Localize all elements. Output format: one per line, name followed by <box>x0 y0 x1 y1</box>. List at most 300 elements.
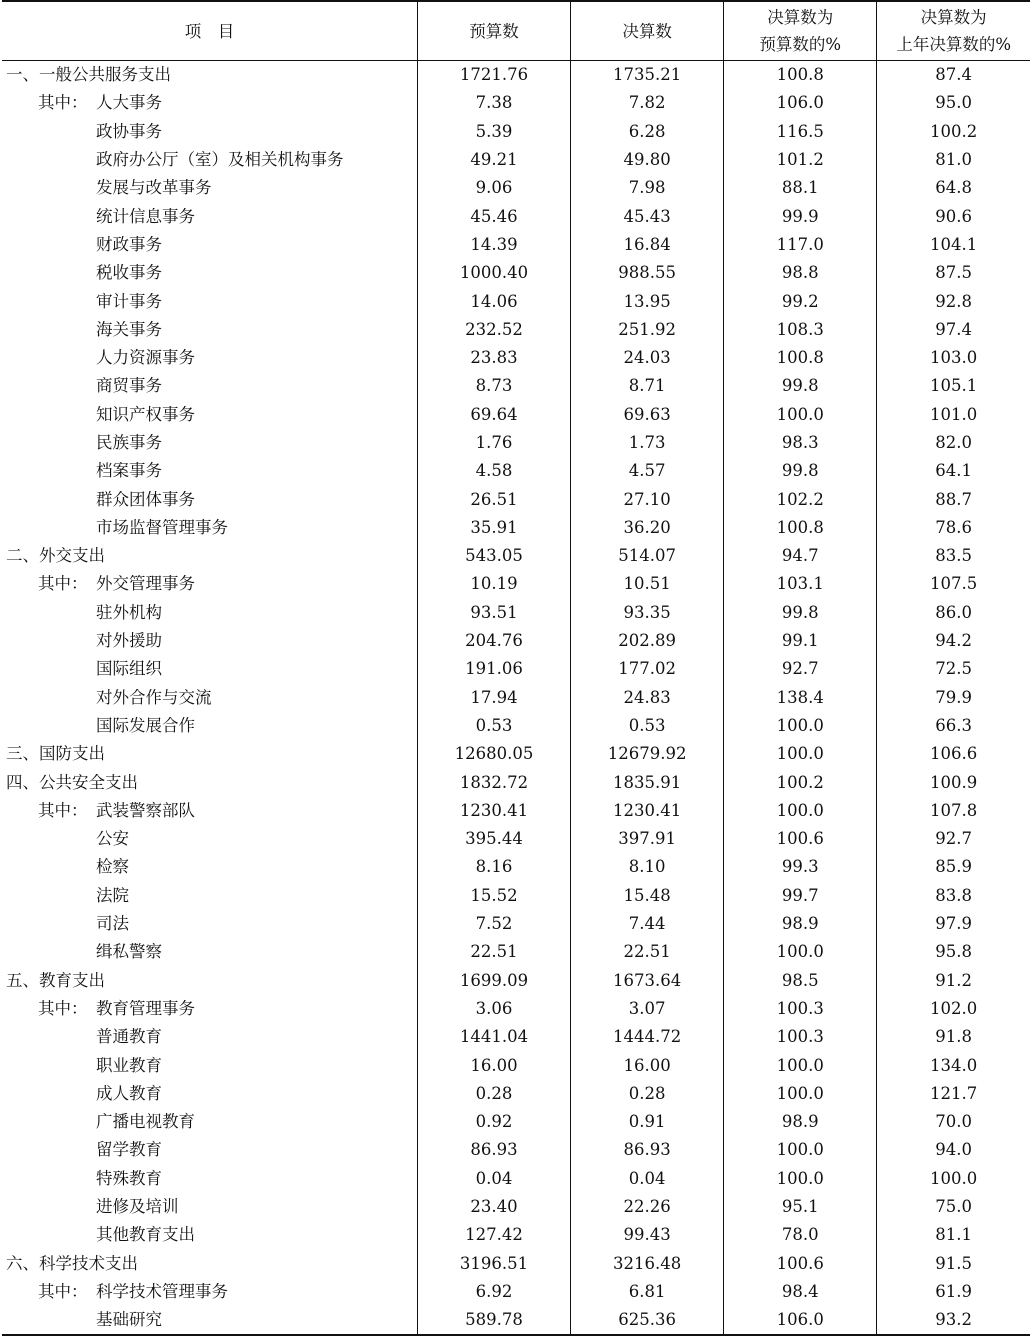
cell-budget: 589.78 <box>417 1306 570 1335</box>
row-name <box>2 882 417 910</box>
row-name <box>2 542 417 570</box>
header-pct-budget: 决算数为 预算数的% <box>724 1 877 61</box>
cell-pct-prev: 107.5 <box>877 570 1030 598</box>
cell-budget: 17.94 <box>417 684 570 712</box>
cell-pct-budget: 99.8 <box>724 599 877 627</box>
row-label: 其他教育支出 <box>96 1225 195 1245</box>
cell-actual: 1444.72 <box>571 1023 724 1051</box>
cell-actual: 86.93 <box>571 1136 724 1164</box>
cell-pct-budget: 99.3 <box>724 853 877 881</box>
cell-actual: 0.53 <box>571 712 724 740</box>
cell-pct-budget: 99.1 <box>724 627 877 655</box>
row-label: 人力资源事务 <box>96 348 195 368</box>
cell-actual: 8.71 <box>571 372 724 400</box>
table-row <box>2 429 1030 457</box>
table-row <box>2 938 1030 966</box>
cell-actual: 988.55 <box>571 259 724 287</box>
cell-pct-budget: 98.4 <box>724 1278 877 1306</box>
row-label: 审计事务 <box>96 291 162 311</box>
cell-budget: 127.42 <box>417 1221 570 1249</box>
row-name <box>2 514 417 542</box>
cell-budget: 69.64 <box>417 401 570 429</box>
row-name <box>2 174 417 202</box>
cell-budget: 1000.40 <box>417 259 570 287</box>
table-row <box>2 118 1030 146</box>
row-prefix: 其中： <box>38 574 88 594</box>
header-actual: 决算数 <box>571 1 724 61</box>
row-label: 对外援助 <box>96 631 162 651</box>
row-label: 群众团体事务 <box>96 489 195 509</box>
row-name <box>2 825 417 853</box>
cell-budget: 15.52 <box>417 882 570 910</box>
cell-pct-budget: 99.2 <box>724 287 877 315</box>
row-name <box>2 231 417 259</box>
cell-budget: 543.05 <box>417 542 570 570</box>
cell-pct-budget: 116.5 <box>724 118 877 146</box>
cell-actual: 177.02 <box>571 655 724 683</box>
cell-pct-budget: 100.0 <box>724 712 877 740</box>
cell-budget: 1.76 <box>417 429 570 457</box>
table-row <box>2 287 1030 315</box>
cell-pct-budget: 100.3 <box>724 995 877 1023</box>
table-row <box>2 1221 1030 1249</box>
cell-actual: 27.10 <box>571 485 724 513</box>
cell-pct-budget: 95.1 <box>724 1193 877 1221</box>
row-label: 人大事务 <box>96 93 162 113</box>
cell-budget: 395.44 <box>417 825 570 853</box>
row-label: 对外合作与交流 <box>96 687 212 707</box>
cell-pct-budget: 99.8 <box>724 457 877 485</box>
cell-budget: 0.28 <box>417 1080 570 1108</box>
row-label: 商贸事务 <box>96 376 162 396</box>
cell-pct-prev: 85.9 <box>877 853 1030 881</box>
row-label: 税收事务 <box>96 263 162 283</box>
cell-pct-prev: 81.1 <box>877 1221 1030 1249</box>
row-name <box>2 1306 417 1335</box>
cell-pct-prev: 87.5 <box>877 259 1030 287</box>
cell-pct-budget: 98.5 <box>724 967 877 995</box>
cell-pct-prev: 64.1 <box>877 457 1030 485</box>
row-label: 档案事务 <box>96 461 162 481</box>
row-label: 国际发展合作 <box>96 715 195 735</box>
cell-pct-prev: 92.7 <box>877 825 1030 853</box>
cell-pct-budget: 100.0 <box>724 401 877 429</box>
cell-pct-prev: 94.0 <box>877 1136 1030 1164</box>
row-label: 政府办公厅（室）及相关机构事务 <box>96 150 344 170</box>
cell-pct-prev: 134.0 <box>877 1051 1030 1079</box>
row-label: 普通教育 <box>96 1027 162 1047</box>
cell-pct-budget: 100.8 <box>724 514 877 542</box>
row-label: 六、科学技术支出 <box>6 1253 138 1273</box>
row-label: 三、国防支出 <box>6 744 105 764</box>
row-name <box>2 740 417 768</box>
row-name <box>2 202 417 230</box>
cell-budget: 49.21 <box>417 146 570 174</box>
row-name <box>2 1023 417 1051</box>
cell-pct-prev: 97.4 <box>877 316 1030 344</box>
budget-table <box>2 0 1030 1336</box>
cell-pct-prev: 87.4 <box>877 61 1030 90</box>
cell-pct-prev: 91.5 <box>877 1249 1030 1277</box>
cell-actual: 7.44 <box>571 910 724 938</box>
table-row <box>2 1051 1030 1079</box>
row-name <box>2 655 417 683</box>
cell-actual: 7.98 <box>571 174 724 202</box>
cell-actual: 99.43 <box>571 1221 724 1249</box>
table-row <box>2 401 1030 429</box>
row-name <box>2 938 417 966</box>
row-name <box>2 372 417 400</box>
table-row <box>2 768 1030 796</box>
cell-actual: 6.28 <box>571 118 724 146</box>
cell-budget: 8.16 <box>417 853 570 881</box>
cell-actual: 13.95 <box>571 287 724 315</box>
row-label: 成人教育 <box>96 1083 162 1103</box>
cell-pct-prev: 91.2 <box>877 967 1030 995</box>
table-row <box>2 627 1030 655</box>
row-name <box>2 1165 417 1193</box>
row-label: 职业教育 <box>96 1055 162 1075</box>
table-row <box>2 372 1030 400</box>
cell-actual: 0.28 <box>571 1080 724 1108</box>
cell-budget: 0.92 <box>417 1108 570 1136</box>
table-row <box>2 995 1030 1023</box>
row-label: 国际组织 <box>96 659 162 679</box>
table-row <box>2 967 1030 995</box>
row-label: 公安 <box>96 829 129 849</box>
row-prefix: 其中： <box>38 1281 88 1301</box>
cell-pct-prev: 91.8 <box>877 1023 1030 1051</box>
row-name <box>2 627 417 655</box>
row-label: 市场监督管理事务 <box>96 517 228 537</box>
cell-actual: 202.89 <box>571 627 724 655</box>
row-label: 统计信息事务 <box>96 206 195 226</box>
row-name <box>2 1193 417 1221</box>
header-item: 项 目 <box>2 1 417 61</box>
cell-actual: 45.43 <box>571 202 724 230</box>
row-name <box>2 316 417 344</box>
cell-actual: 3216.48 <box>571 1249 724 1277</box>
cell-pct-prev: 72.5 <box>877 655 1030 683</box>
cell-budget: 0.04 <box>417 1165 570 1193</box>
cell-budget: 10.19 <box>417 570 570 598</box>
cell-actual: 22.51 <box>571 938 724 966</box>
row-label: 武装警察部队 <box>96 800 195 820</box>
row-label: 外交管理事务 <box>96 574 195 594</box>
cell-actual: 36.20 <box>571 514 724 542</box>
cell-actual: 397.91 <box>571 825 724 853</box>
cell-pct-budget: 100.0 <box>724 1136 877 1164</box>
table-row <box>2 485 1030 513</box>
cell-pct-budget: 100.6 <box>724 825 877 853</box>
cell-budget: 16.00 <box>417 1051 570 1079</box>
row-name <box>2 401 417 429</box>
header-pct-prev: 决算数为 上年决算数的% <box>877 1 1030 61</box>
cell-actual: 7.82 <box>571 89 724 117</box>
table-row <box>2 457 1030 485</box>
cell-budget: 6.92 <box>417 1278 570 1306</box>
cell-pct-prev: 121.7 <box>877 1080 1030 1108</box>
table-row <box>2 1165 1030 1193</box>
cell-budget: 3.06 <box>417 995 570 1023</box>
cell-actual: 251.92 <box>571 316 724 344</box>
row-label: 教育管理事务 <box>96 998 195 1018</box>
cell-pct-prev: 61.9 <box>877 1278 1030 1306</box>
row-label: 民族事务 <box>96 433 162 452</box>
cell-pct-budget: 100.0 <box>724 740 877 768</box>
table-row <box>2 316 1030 344</box>
row-name <box>2 1249 417 1277</box>
row-label: 四、公共安全支出 <box>6 772 138 792</box>
cell-pct-prev: 88.7 <box>877 485 1030 513</box>
cell-actual: 1673.64 <box>571 967 724 995</box>
table-row <box>2 1080 1030 1108</box>
row-name <box>2 1136 417 1164</box>
table-row <box>2 684 1030 712</box>
cell-actual: 1835.91 <box>571 768 724 796</box>
cell-pct-prev: 104.1 <box>877 231 1030 259</box>
row-name <box>2 118 417 146</box>
row-label: 司法 <box>96 914 129 934</box>
table-row <box>2 655 1030 683</box>
table-header <box>2 1 1030 61</box>
cell-budget: 35.91 <box>417 514 570 542</box>
table-row <box>2 231 1030 259</box>
table-row <box>2 514 1030 542</box>
cell-actual: 1735.21 <box>571 61 724 90</box>
cell-pct-budget: 108.3 <box>724 316 877 344</box>
cell-budget: 14.06 <box>417 287 570 315</box>
row-name <box>2 429 417 457</box>
cell-actual: 24.83 <box>571 684 724 712</box>
row-label: 基础研究 <box>96 1310 162 1330</box>
cell-actual: 10.51 <box>571 570 724 598</box>
cell-actual: 8.10 <box>571 853 724 881</box>
row-name <box>2 599 417 627</box>
row-name <box>2 1051 417 1079</box>
table-row <box>2 174 1030 202</box>
cell-pct-prev: 95.0 <box>877 89 1030 117</box>
cell-budget: 4.58 <box>417 457 570 485</box>
cell-pct-budget: 100.0 <box>724 1051 877 1079</box>
row-label: 进修及培训 <box>96 1197 179 1217</box>
cell-pct-budget: 99.7 <box>724 882 877 910</box>
cell-pct-budget: 103.1 <box>724 570 877 598</box>
row-name <box>2 146 417 174</box>
cell-pct-prev: 92.8 <box>877 287 1030 315</box>
cell-actual: 22.26 <box>571 1193 724 1221</box>
cell-actual: 12679.92 <box>571 740 724 768</box>
table-row <box>2 259 1030 287</box>
row-label: 留学教育 <box>96 1140 162 1160</box>
table-row <box>2 570 1030 598</box>
cell-pct-budget: 98.9 <box>724 1108 877 1136</box>
table-row <box>2 202 1030 230</box>
cell-actual: 0.91 <box>571 1108 724 1136</box>
row-label: 财政事务 <box>96 234 162 254</box>
cell-budget: 1699.09 <box>417 967 570 995</box>
cell-actual: 1230.41 <box>571 797 724 825</box>
row-name <box>2 287 417 315</box>
cell-pct-prev: 105.1 <box>877 372 1030 400</box>
cell-actual: 24.03 <box>571 344 724 372</box>
table-row <box>2 89 1030 117</box>
cell-pct-prev: 97.9 <box>877 910 1030 938</box>
cell-pct-budget: 106.0 <box>724 89 877 117</box>
row-label: 法院 <box>96 885 129 905</box>
table-row <box>2 910 1030 938</box>
cell-pct-budget: 98.3 <box>724 429 877 457</box>
cell-pct-budget: 101.2 <box>724 146 877 174</box>
row-name <box>2 1108 417 1136</box>
cell-budget: 191.06 <box>417 655 570 683</box>
cell-actual: 514.07 <box>571 542 724 570</box>
cell-pct-prev: 79.9 <box>877 684 1030 712</box>
row-label: 广播电视教育 <box>96 1112 195 1132</box>
cell-budget: 23.83 <box>417 344 570 372</box>
cell-pct-prev: 82.0 <box>877 429 1030 457</box>
cell-pct-budget: 88.1 <box>724 174 877 202</box>
cell-budget: 12680.05 <box>417 740 570 768</box>
row-name <box>2 853 417 881</box>
cell-pct-budget: 99.8 <box>724 372 877 400</box>
cell-pct-prev: 83.8 <box>877 882 1030 910</box>
cell-budget: 9.06 <box>417 174 570 202</box>
table-row <box>2 542 1030 570</box>
cell-pct-budget: 100.8 <box>724 61 877 90</box>
row-name <box>2 712 417 740</box>
cell-actual: 16.00 <box>571 1051 724 1079</box>
row-name <box>2 1080 417 1108</box>
cell-actual: 625.36 <box>571 1306 724 1335</box>
cell-pct-budget: 100.6 <box>724 1249 877 1277</box>
row-name <box>2 684 417 712</box>
table-row <box>2 797 1030 825</box>
cell-pct-prev: 106.6 <box>877 740 1030 768</box>
row-label: 海关事务 <box>96 319 162 339</box>
row-name <box>2 89 417 117</box>
row-name <box>2 967 417 995</box>
cell-pct-budget: 138.4 <box>724 684 877 712</box>
cell-pct-budget: 94.7 <box>724 542 877 570</box>
cell-actual: 1.73 <box>571 429 724 457</box>
cell-pct-prev: 100.2 <box>877 118 1030 146</box>
table-row <box>2 740 1030 768</box>
cell-pct-budget: 100.2 <box>724 768 877 796</box>
cell-pct-budget: 100.8 <box>724 344 877 372</box>
header-budget: 预算数 <box>417 1 570 61</box>
row-label: 政协事务 <box>96 121 162 141</box>
cell-pct-prev: 81.0 <box>877 146 1030 174</box>
cell-pct-budget: 98.8 <box>724 259 877 287</box>
cell-pct-prev: 103.0 <box>877 344 1030 372</box>
cell-pct-prev: 64.8 <box>877 174 1030 202</box>
cell-pct-budget: 78.0 <box>724 1221 877 1249</box>
cell-pct-budget: 102.2 <box>724 485 877 513</box>
cell-pct-prev: 78.6 <box>877 514 1030 542</box>
cell-budget: 5.39 <box>417 118 570 146</box>
table-row <box>2 1023 1030 1051</box>
row-label: 检察 <box>96 857 129 877</box>
row-prefix: 其中： <box>38 800 88 820</box>
row-name <box>2 457 417 485</box>
cell-budget: 45.46 <box>417 202 570 230</box>
cell-budget: 7.38 <box>417 89 570 117</box>
row-prefix: 其中： <box>38 998 88 1018</box>
table-row <box>2 1193 1030 1221</box>
table-row <box>2 1136 1030 1164</box>
cell-budget: 22.51 <box>417 938 570 966</box>
row-name <box>2 910 417 938</box>
cell-pct-prev: 94.2 <box>877 627 1030 655</box>
cell-pct-budget: 100.0 <box>724 797 877 825</box>
cell-pct-budget: 92.7 <box>724 655 877 683</box>
row-name <box>2 259 417 287</box>
table-row <box>2 599 1030 627</box>
cell-pct-budget: 99.9 <box>724 202 877 230</box>
cell-pct-budget: 98.9 <box>724 910 877 938</box>
cell-budget: 3196.51 <box>417 1249 570 1277</box>
cell-pct-budget: 117.0 <box>724 231 877 259</box>
table-row <box>2 1108 1030 1136</box>
cell-pct-budget: 100.0 <box>724 1165 877 1193</box>
cell-pct-prev: 107.8 <box>877 797 1030 825</box>
cell-budget: 1832.72 <box>417 768 570 796</box>
cell-pct-prev: 101.0 <box>877 401 1030 429</box>
cell-budget: 7.52 <box>417 910 570 938</box>
cell-pct-prev: 83.5 <box>877 542 1030 570</box>
cell-pct-prev: 66.3 <box>877 712 1030 740</box>
row-name <box>2 797 417 825</box>
cell-pct-prev: 70.0 <box>877 1108 1030 1136</box>
row-label: 驻外机构 <box>96 602 162 622</box>
table-row <box>2 712 1030 740</box>
cell-actual: 93.35 <box>571 599 724 627</box>
row-name <box>2 344 417 372</box>
table-row <box>2 853 1030 881</box>
table-body <box>2 61 1030 1336</box>
cell-pct-prev: 90.6 <box>877 202 1030 230</box>
cell-actual: 6.81 <box>571 1278 724 1306</box>
cell-budget: 26.51 <box>417 485 570 513</box>
cell-pct-budget: 100.0 <box>724 1080 877 1108</box>
cell-actual: 49.80 <box>571 146 724 174</box>
table-row <box>2 344 1030 372</box>
cell-pct-prev: 100.0 <box>877 1165 1030 1193</box>
cell-actual: 4.57 <box>571 457 724 485</box>
table-row <box>2 825 1030 853</box>
row-label: 发展与改革事务 <box>96 178 212 198</box>
row-name <box>2 1278 417 1306</box>
cell-budget: 8.73 <box>417 372 570 400</box>
row-name <box>2 768 417 796</box>
row-prefix: 其中： <box>38 93 88 113</box>
row-label: 缉私警察 <box>96 942 162 962</box>
cell-pct-budget: 100.0 <box>724 938 877 966</box>
cell-actual: 3.07 <box>571 995 724 1023</box>
cell-pct-prev: 100.9 <box>877 768 1030 796</box>
cell-budget: 1441.04 <box>417 1023 570 1051</box>
row-name <box>2 485 417 513</box>
cell-pct-budget: 106.0 <box>724 1306 877 1335</box>
cell-pct-budget: 100.3 <box>724 1023 877 1051</box>
cell-pct-prev: 86.0 <box>877 599 1030 627</box>
row-label: 一、一般公共服务支出 <box>6 65 171 85</box>
table-row <box>2 1306 1030 1335</box>
cell-pct-prev: 93.2 <box>877 1306 1030 1335</box>
table-row <box>2 61 1030 90</box>
cell-budget: 232.52 <box>417 316 570 344</box>
